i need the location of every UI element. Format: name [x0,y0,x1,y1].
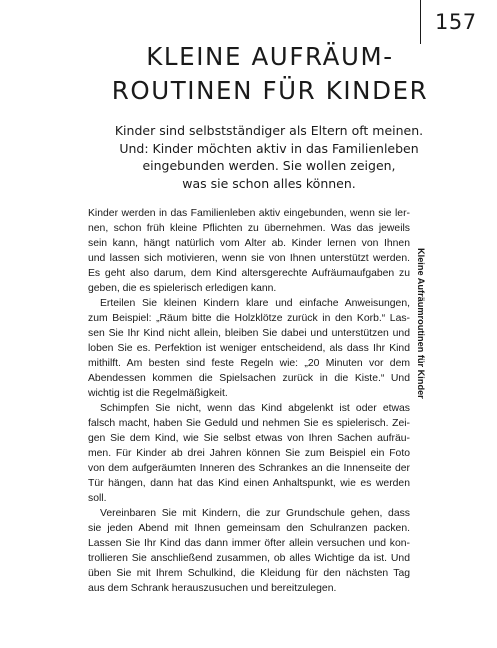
text-line: men. Für Kinder ab drei Jahren können Sie zum Beispiel ein Foto [88,448,410,459]
text-line: Es geht also darum, dem Kind altersgerechte Aufräumaufgaben zu [88,268,410,279]
text-line: Lassen Sie Ihr Kind das dann immer öfter allein versuchen und kon- [88,538,410,549]
page-number: 157 [435,10,477,34]
text-line: trollieren Sie anschließend zusammen, ob alles Wichtige da ist. Und [88,553,410,564]
text-line: wichtig ist die Regelmäßigkeit. [88,388,228,399]
lead-line-3: eingebunden werden. Sie wollen zeigen, [142,158,396,173]
lead-line-1: Kinder sind selbstständiger als Eltern oft meinen. [114,123,424,138]
body-paragraph-2 [88,296,410,401]
text-line: aus dem Schrank herauszusuchen und bereitzulegen. [88,583,337,594]
page-title [90,40,450,108]
running-head: Kleine Aufräumroutinen für Kinder [416,248,426,399]
text-line: Tür hängen, dann hat das Kind einen Anhaltspunkt, wie es werden [88,478,410,489]
text-line: geben, die es spielerisch erledigen kann. [88,283,277,294]
title-line-2: ROUTINEN FÜR KINDER [111,76,429,105]
page-number-block [420,0,497,44]
text-line: gen Sie dem Kind, wie Sie selbst etwas von Ihren Sachen aufräu- [88,433,410,444]
title-line-1: KLEINE AUFRÄUM- [146,42,394,71]
body-paragraph-4 [88,506,410,596]
text-line: Erteilen Sie kleinen Kindern klare und einfache Anweisungen, [100,298,410,309]
text-line: sen Sie Ihr Kind nicht allein, bleiben Sie dabei und unterstützen und [88,328,410,339]
lead-line-4: was sie schon alles können. [182,175,356,191]
text-line: falsch macht, haben Sie Geduld und nehmen Sie es spielerisch. Zei- [88,418,410,429]
body-paragraph-3 [88,401,410,506]
text-line: nen, schon früh kleine Pflichten zu übernehmen. Was das jeweils [88,223,410,234]
text-line: mithilft. Am besten sind feste Regeln wie: „20 Minuten vor dem [88,358,410,369]
text-line: Vereinbaren Sie mit Kindern, die zur Grundschule gehen, dass [100,508,410,519]
lead-line-2: Und: Kinder möchten aktiv in das Familienleben [119,140,419,156]
text-line: von dem aufgeräumten Inneren des Schrankes an die Innenseite der [88,463,410,474]
text-line: loben Sie es. Perfektion ist weniger entscheidend, als dass Ihr Kind [88,343,410,354]
text-line: Abendessen kommen die Spielsachen zurück in die Kiste.“ Und [88,373,410,384]
text-line: Kinder werden in das Familienleben aktiv eingebunden, wenn sie ler- [88,208,410,219]
text-line: zum Beispiel: „Räum bitte die Holzklötze zurück in den Korb.“ Las- [88,313,410,324]
text-line: soll. [88,493,107,504]
text-line: und lassen sich motivieren, wenn sie von Ihnen unterstützt werden. [88,253,410,264]
body-paragraph-1 [88,206,410,296]
text-line: sie jeden Abend mit Ihnen gemeinsam den Schulranzen packen. [88,523,410,534]
text-line: üben Sie mit Ihrem Schulkind, die Kleidung für den nächsten Tag [88,568,410,579]
text-line: Schimpfen Sie nicht, wenn das Kind abgelenkt ist oder etwas [100,403,410,414]
lead-paragraph [110,122,428,192]
text-line: sein kann, hängt natürlich vom Alter ab. Kinder lernen von Ihnen [88,238,410,249]
body-text [88,206,410,596]
